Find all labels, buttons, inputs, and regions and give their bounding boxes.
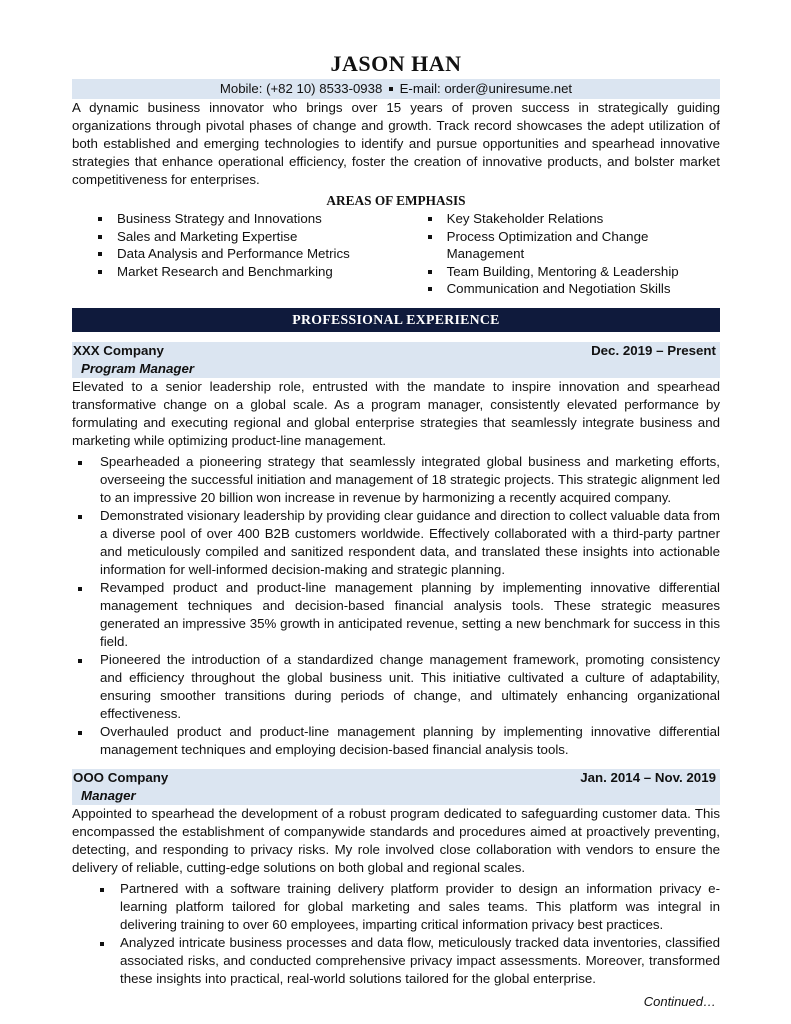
emphasis-item: Key Stakeholder Relations bbox=[426, 210, 720, 228]
list-item: Pioneered the introduction of a standardized change management framework, promoting consistency and efficiency throughout the global business unit. This initiative cultivated a culture of adaptability, ensuring smoother transitions during periods of change, and ultimately enhancing organizational effectiveness. bbox=[72, 651, 720, 723]
bullet-square-icon bbox=[78, 587, 82, 591]
bullet-square-icon bbox=[98, 217, 102, 221]
bullet-square-icon bbox=[428, 270, 432, 274]
section-banner-experience: PROFESSIONAL EXPERIENCE bbox=[72, 308, 720, 332]
list-item: Spearheaded a pioneering strategy that seamlessly integrated global business and marketing efforts, overseeing the successful initiation and management of 18 strategic projects. This strategic alignment led to an impressive 20 billion won increase in revenue by harmonizing a recently acquired company. bbox=[72, 453, 720, 507]
list-item: Overhauled product and product-line management planning by implementing innovative differential management techniques and employing decision-based financial analysis tools. bbox=[72, 723, 720, 759]
continued-note: Continued… bbox=[643, 993, 716, 1009]
contact-mobile: Mobile: (+82 10) 8533-0938 bbox=[219, 81, 383, 96]
job-dates: Jan. 2014 – Nov. 2019 bbox=[580, 769, 716, 785]
bullet-square-icon bbox=[428, 287, 432, 291]
emphasis-item: Sales and Marketing Expertise bbox=[96, 228, 414, 246]
list-item: Demonstrated visionary leadership by providing clear guidance and direction to collect valuable data from a diverse pool of over 400 B2B customers worldwide. Effectively collaborated with a third-party partner and meticulously compiled and sanitized respondent data, and translated these insights into actionable information for well-informed decision-making and strategic planning. bbox=[72, 507, 720, 579]
bullet-square-icon bbox=[100, 942, 104, 946]
bullet-square-icon bbox=[100, 888, 104, 892]
emphasis-item: Communication and Negotiation Skills bbox=[426, 280, 720, 298]
bullet-square-icon bbox=[78, 731, 82, 735]
bullet-square-icon bbox=[98, 252, 102, 256]
job-header bbox=[72, 769, 720, 805]
job-description: Elevated to a senior leadership role, entrusted with the mandate to inspire innovation and spearhead transformative change on a global scale. As a program manager, consistently elevated performance by formulating and executing regional and global enterprise strategies that seamlessly integrate business and marketing while optimizing product-line management. bbox=[72, 378, 720, 448]
separator-square-icon bbox=[389, 87, 393, 91]
bullet-square-icon bbox=[78, 515, 82, 519]
bullet-square-icon bbox=[98, 270, 102, 274]
job-bullets bbox=[72, 453, 720, 759]
bullet-square-icon bbox=[78, 461, 82, 465]
bullet-square-icon bbox=[428, 235, 432, 239]
emphasis-left-column bbox=[72, 210, 414, 298]
job-title: Program Manager bbox=[81, 360, 195, 376]
contact-email: E-mail: order@uniresume.net bbox=[399, 81, 573, 96]
job-header bbox=[72, 342, 720, 378]
resume-page bbox=[72, 50, 720, 1011]
list-item: Revamped product and product-line management planning by implementing innovative differential management techniques and decision-based financial analysis tools. These strategic measures generated an impressive 35% growth in anticipated revenue, setting a new benchmark for success in this field. bbox=[72, 579, 720, 651]
emphasis-grid bbox=[72, 210, 720, 298]
emphasis-item: Process Optimization and Change Management bbox=[426, 228, 720, 263]
candidate-name: JASON HAN bbox=[330, 51, 462, 76]
list-item: Analyzed intricate business processes and data flow, meticulously tracked data inventories, classified associated risks, and conducted comprehensive privacy impact assessments. Moreover, transformed these insights into practical, real-world solutions tailored for the global enterprise. bbox=[72, 934, 720, 988]
list-item: Partnered with a software training delivery platform provider to design an information privacy e-learning platform tailored for global marketing and sales teams. This platform was integral in delivering training to over 60 employees, imparting critical information privacy best practices. bbox=[72, 880, 720, 934]
emphasis-right-column bbox=[414, 210, 720, 298]
job-title: Manager bbox=[81, 787, 136, 803]
emphasis-item: Business Strategy and Innovations bbox=[96, 210, 414, 228]
emphasis-item: Data Analysis and Performance Metrics bbox=[96, 245, 414, 263]
summary-paragraph: A dynamic business innovator who brings over 15 years of proven success in strategically guiding organizations through pivotal phases of change and growth. Track record showcases the adept utilization of both established and emerging technologies to identify and pursue opportunities and spearhead innovative strategies that enhance operational efficiency, foster the creation of innovative products, and bolster market competitiveness for enterprises. bbox=[72, 100, 720, 187]
emphasis-item: Team Building, Mentoring & Leadership bbox=[426, 263, 720, 281]
job-dates: Dec. 2019 – Present bbox=[591, 342, 716, 358]
bullet-square-icon bbox=[78, 659, 82, 663]
company-name: XXX Company bbox=[73, 342, 164, 358]
contact-bar bbox=[72, 79, 720, 99]
job-bullets bbox=[72, 880, 720, 988]
job-description: Appointed to spearhead the development of a robust program dedicated to safeguarding customer data. This encompassed the establishment of companywide standards and procedures aimed at proactively preventing, detecting, and responding to privacy risks. My role involved close collaboration with vendors to ensure the delivery of reliable, cutting-edge solutions on both global and regional scales. bbox=[72, 805, 720, 875]
emphasis-item: Market Research and Benchmarking bbox=[96, 263, 414, 281]
bullet-square-icon bbox=[98, 235, 102, 239]
bullet-square-icon bbox=[428, 217, 432, 221]
emphasis-title: AREAS OF EMPHASIS bbox=[326, 193, 466, 208]
company-name: OOO Company bbox=[73, 769, 169, 785]
